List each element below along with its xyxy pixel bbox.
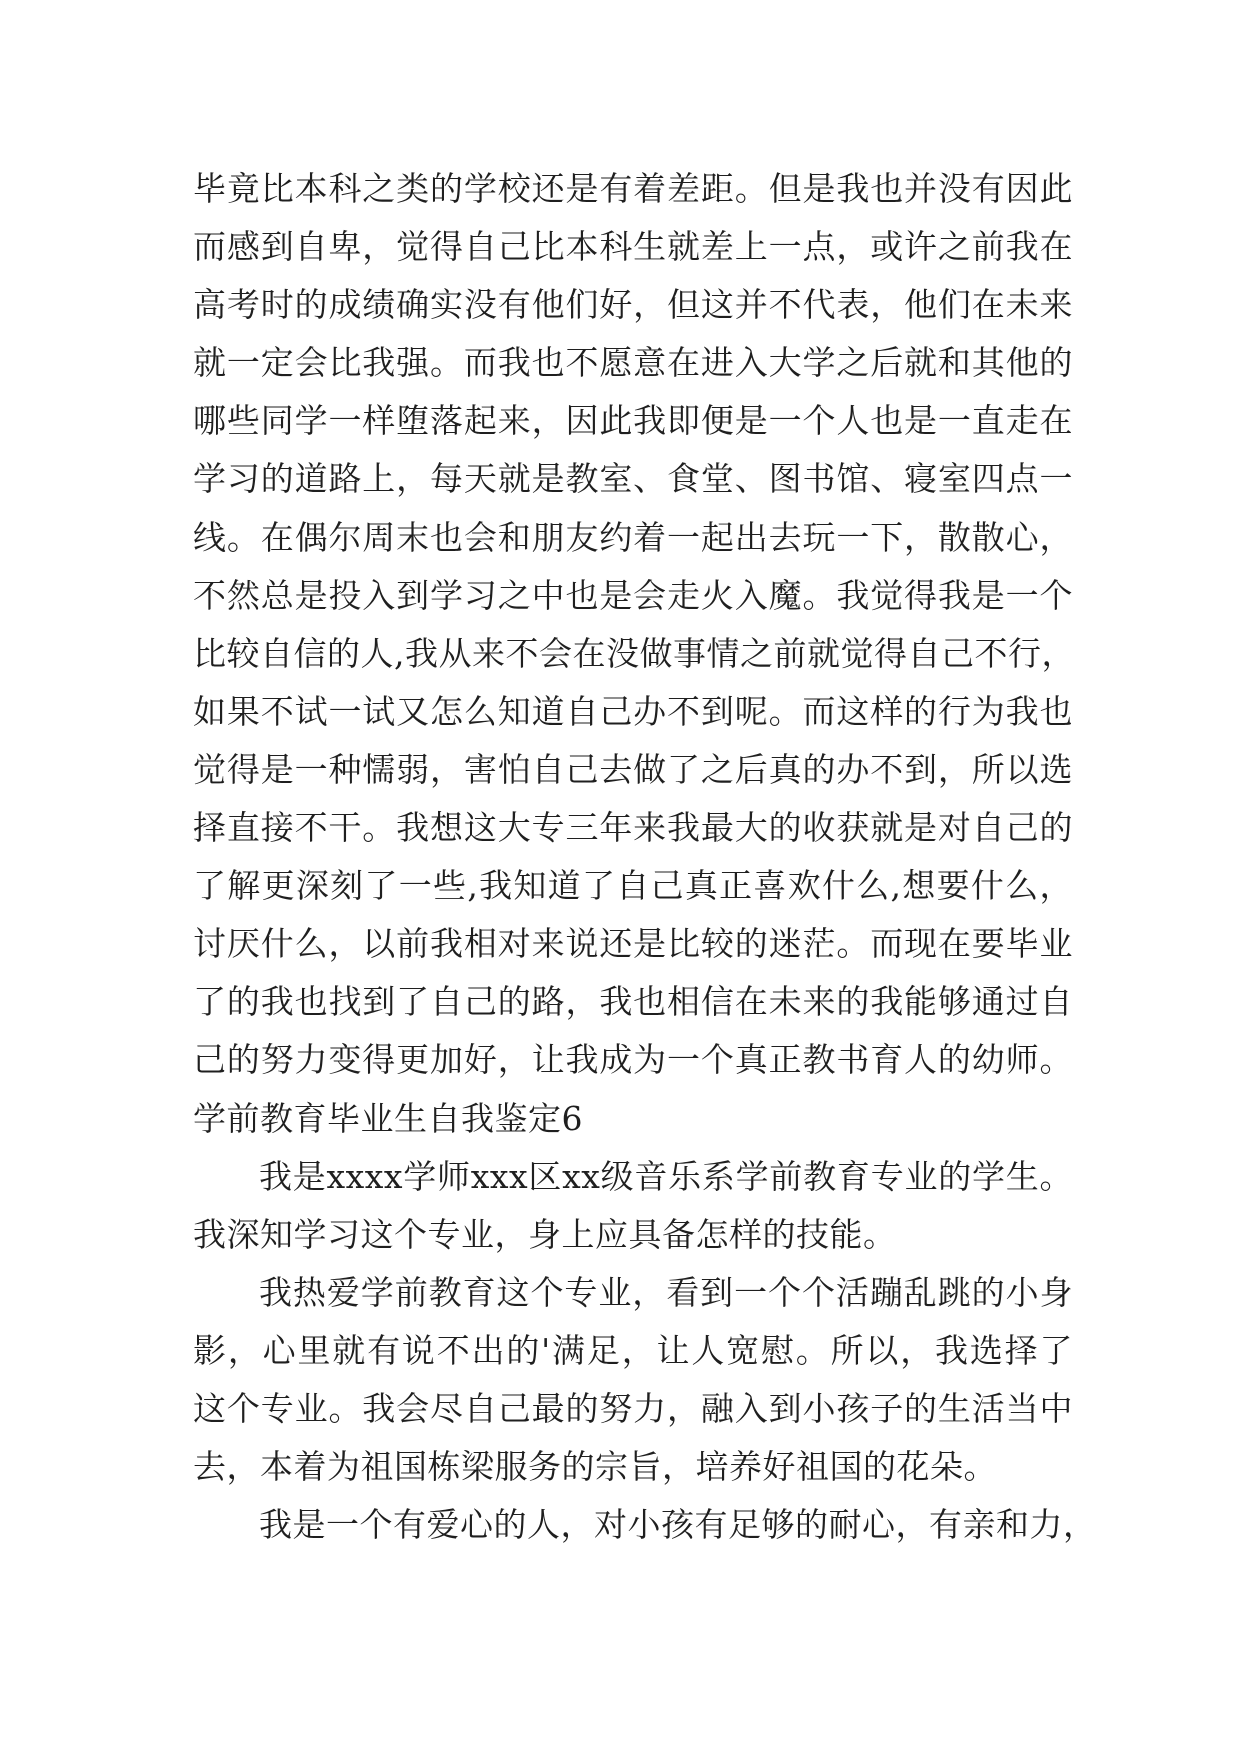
text-line: 了的我也找到了自己的路，我也相信在未来的我能够通过自	[193, 982, 1073, 1022]
text-line: 了解更深刻了一些,我知道了自己真正喜欢什么,想要什么，	[193, 866, 1073, 906]
text-line: 如果不试一试又怎么知道自己办不到呢。而这样的行为我也	[193, 691, 1073, 731]
text-line: 高考时的成绩确实没有他们好，但这并不代表，他们在未来	[193, 285, 1073, 325]
text-line: 不然总是投入到学习之中也是会走火入魔。我觉得我是一个	[193, 575, 1073, 615]
text-line: 觉得是一种懦弱，害怕自己去做了之后真的办不到，所以选	[193, 749, 1073, 789]
text-line: 线。在偶尔周末也会和朋友约着一起出去玩一下，散散心，	[193, 517, 1073, 557]
text-line: 我是xxxx学师xxx区xx级音乐系学前教育专业的学生。	[259, 1156, 1073, 1196]
text-line: 比较自信的人,我从来不会在没做事情之前就觉得自己不行，	[193, 633, 1075, 673]
text-line: 己的努力变得更加好，让我成为一个真正教书育人的幼师。	[193, 1040, 1073, 1080]
text-line: 毕竟比本科之类的学校还是有着差距。但是我也并没有因此	[193, 169, 1073, 208]
text-line: 我热爱学前教育这个专业，看到一个个活蹦乱跳的小身	[259, 1272, 1073, 1312]
text-line: 我深知学习这个专业，身上应具备怎样的技能。	[193, 1214, 897, 1254]
text-line: 择直接不干。我想这大专三年来我最大的收获就是对自己的	[193, 808, 1073, 848]
text-line: 就一定会比我强。而我也不愿意在进入大学之后就和其他的	[193, 343, 1073, 383]
text-line: 而感到自卑，觉得自己比本科生就差上一点，或许之前我在	[193, 227, 1073, 267]
body-text	[193, 160, 1097, 1554]
text-line: 我是一个有爱心的人，对小孩有足够的耐心，有亲和力，	[259, 1505, 1097, 1545]
text-line: 讨厌什么，以前我相对来说还是比较的迷茫。而现在要毕业	[193, 924, 1073, 964]
section-heading: 学前教育毕业生自我鉴定6	[193, 1098, 583, 1138]
text-line: 影，心里就有说不出的'满足，让人宽慰。所以，我选择了	[193, 1330, 1073, 1370]
text-line: 去，本着为祖国栋梁服务的宗旨，培养好祖国的花朵。	[193, 1447, 997, 1487]
text-line: 哪些同学一样堕落起来，因此我即便是一个人也是一直走在	[193, 401, 1073, 441]
text-line: 这个专业。我会尽自己最的努力，融入到小孩子的生活当中	[193, 1388, 1073, 1428]
text-line: 学习的道路上，每天就是教室、食堂、图书馆、寝室四点一	[193, 459, 1073, 499]
